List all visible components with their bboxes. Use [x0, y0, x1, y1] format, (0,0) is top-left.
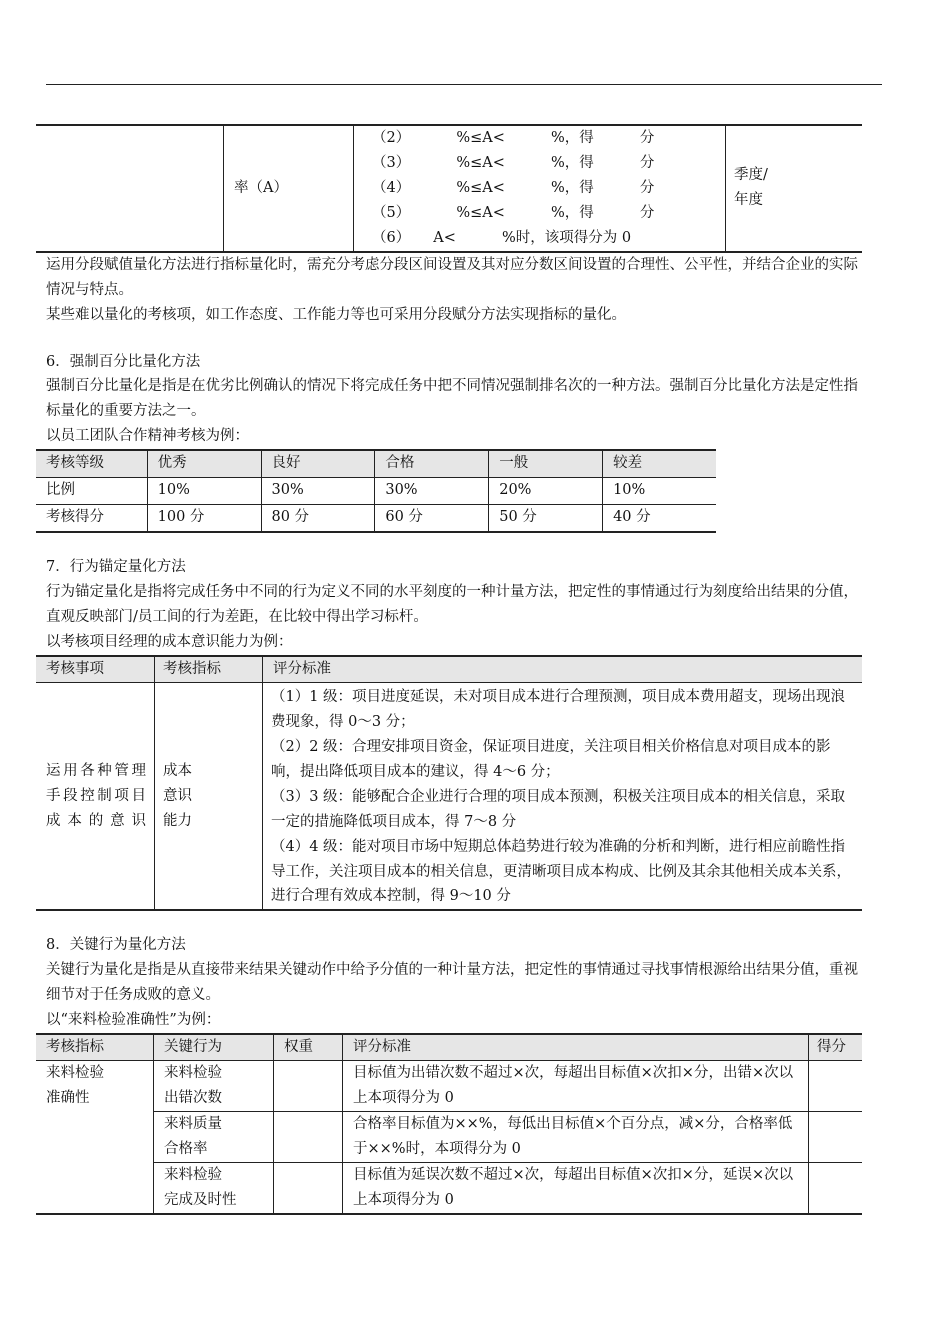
segmented-scoring-table [36, 124, 862, 253]
behavior-anchor-table [36, 655, 862, 911]
assessment-item-cell [36, 682, 155, 910]
table-cell: 考核得分 [36, 505, 147, 533]
range-line: （4） %≤A< %，得 分 [372, 179, 655, 196]
header-cell: 评分标准 [263, 656, 863, 682]
header-cell: 考核事项 [36, 656, 155, 682]
header-cell: 考核指标 [155, 656, 263, 682]
header-cell: 良好 [261, 450, 375, 478]
example-intro: 以“来料检验准确性”为例： [46, 1012, 221, 1029]
behavior-line: 合格率 [164, 1140, 208, 1157]
criteria-cell: 合格率目标值为××%，每低出目标值×个百分点，减×分，合格率低于××%时，本项得分为 0 [343, 1111, 809, 1162]
key-behavior-table [36, 1033, 862, 1215]
table-cell: 100 分 [147, 505, 261, 533]
header-cell: 评分标准 [343, 1034, 809, 1060]
range-line: （5） %≤A< %，得 分 [372, 204, 655, 221]
header-rule [46, 84, 882, 85]
table-cell: 40 分 [603, 505, 716, 533]
table-cell: 60 分 [375, 505, 489, 533]
header-cell: 优秀 [147, 450, 261, 478]
example-intro: 以员工团队合作精神考核为例： [46, 428, 249, 445]
criteria-cell [263, 682, 863, 910]
indicator-line: 来料检验 [46, 1065, 104, 1082]
header-cell: 合格 [375, 450, 489, 478]
table-cell: 比例 [36, 478, 147, 505]
paragraph: 强制百分比量化是指是在优劣比例确认的情况下将完成任务中把不同情况强制排名次的一种方法。强制百分比量化方法是定性指标量化的重要方法之一。 [46, 378, 858, 420]
range-line: （3） %≤A< %，得 分 [372, 154, 655, 171]
weight-cell [274, 1162, 343, 1213]
behavior-cell [154, 1061, 274, 1112]
document-content [36, 124, 862, 1215]
table-cell: 30% [261, 478, 375, 505]
score-cell [809, 1061, 863, 1112]
table-row [36, 1162, 862, 1213]
table1-blank-cell [36, 125, 224, 252]
table-header-row [36, 450, 716, 478]
table-cell: 10% [147, 478, 261, 505]
table-row [36, 505, 716, 533]
table-row [36, 478, 716, 505]
criteria-item: （3）3 级：能够配合企业进行合理的项目成本预测，积极关注项目成本的相关信息，采取一定的措施降低项目成本，得 7～8 分 [271, 788, 846, 830]
behavior-line: 完成及时性 [164, 1191, 237, 1208]
behavior-line: 来料检验 [164, 1166, 222, 1183]
indicator-cell [36, 1061, 154, 1214]
table-header-row [36, 1034, 862, 1060]
criteria-item: （1）1 级：项目进度延误，未对项目成本进行合理预测，项目成本费用超支，现场出现浪费现象，得 0～3 分； [271, 688, 846, 730]
header-cell: 考核指标 [36, 1034, 154, 1060]
score-cell [809, 1111, 863, 1162]
behavior-line: 出错次数 [164, 1090, 222, 1106]
section-title: 8．关键行为量化方法 [46, 937, 186, 954]
header-cell: 考核等级 [36, 450, 147, 478]
section-title: 6．强制百分比量化方法 [46, 353, 201, 370]
table-row [36, 1061, 862, 1112]
weight-cell [274, 1061, 343, 1112]
table1-period-cell [726, 125, 863, 252]
table-header-row [36, 656, 862, 682]
table1-label-cell: 率（A） [224, 125, 354, 252]
table-row [36, 1111, 862, 1162]
indicator-line: 准确性 [46, 1090, 90, 1106]
header-cell: 较差 [603, 450, 716, 478]
indicator-line: 意识 [163, 787, 192, 804]
table-cell: 10% [603, 478, 716, 505]
period-line: 年度 [734, 192, 763, 209]
behavior-cell [154, 1111, 274, 1162]
paragraph: 运用分段赋值量化方法进行指标量化时，需充分考虑分段区间设置及其对应分数区间设置的合理性、公平性，并结合企业的实际情况与特点。 [46, 256, 858, 298]
example-intro: 以考核项目经理的成本意识能力为例： [46, 634, 293, 651]
weight-cell [274, 1111, 343, 1162]
paragraph: 某些难以量化的考核项，如工作态度、工作能力等也可采用分段赋分方法实现指标的量化。 [46, 306, 626, 323]
table1-ranges-cell [354, 125, 726, 252]
criteria-item: （4）4 级：能对项目市场中短期总体趋势进行较为准确的分析和判断，进行相应前瞻性指导工作，关注项目成本的相关信息，更清晰项目成本构成、比例及其余其他相关成本关系，进行合理有效成本控制，得 9～10 分 [271, 838, 851, 905]
header-cell: 权重 [274, 1034, 343, 1060]
table-cell: 20% [489, 478, 603, 505]
criteria-cell: 目标值为延误次数不超过×次，每超出目标值×次扣×分，延误×次以上本项得分为 0 [343, 1162, 809, 1213]
table-row [36, 682, 862, 910]
indicator-line: 能力 [163, 812, 192, 829]
assessment-item: 运用各种管理手段控制项目成本的意识 [46, 762, 146, 829]
table-cell: 50 分 [489, 505, 603, 533]
header-cell: 一般 [489, 450, 603, 478]
behavior-line: 来料质量 [164, 1115, 222, 1132]
paragraph: 关键行为量化是指是从直接带来结果关键动作中给予分值的一种计量方法，把定性的事情通过寻找事情根源给出结果分值，重视细节对于任务成败的意义。 [46, 962, 858, 1004]
table-cell: 80 分 [261, 505, 375, 533]
header-cell: 得分 [809, 1034, 863, 1060]
period-line: 季度/ [734, 167, 768, 184]
criteria-item: （2）2 级：合理安排项目资金，保证项目进度，关注项目相关价格信息对项目成本的影响，提出降低项目成本的建议，得 4～6 分； [271, 738, 831, 780]
behavior-cell [154, 1162, 274, 1213]
header-cell: 关键行为 [154, 1034, 274, 1060]
forced-percentage-table [36, 449, 716, 533]
paragraph: 行为锚定量化是指将完成任务中不同的行为定义不同的水平刻度的一种计量方法，把定性的事情通过行为刻度给出结果的分值，直观反映部门/员工间的行为差距，在比较中得出学习标杆。 [46, 584, 858, 626]
behavior-line: 来料检验 [164, 1065, 222, 1082]
range-line: （6） A< %时，该项得分为 0 [372, 229, 632, 246]
criteria-cell: 目标值为出错次数不超过×次，每超出目标值×次扣×分，出错×次以上本项得分为 0 [343, 1061, 809, 1112]
score-cell [809, 1162, 863, 1213]
table-cell: 30% [375, 478, 489, 505]
indicator-line: 成本 [163, 762, 192, 779]
section-title: 7．行为锚定量化方法 [46, 559, 186, 576]
indicator-cell [155, 682, 263, 910]
range-line: （2） %≤A< %，得 分 [372, 130, 655, 146]
